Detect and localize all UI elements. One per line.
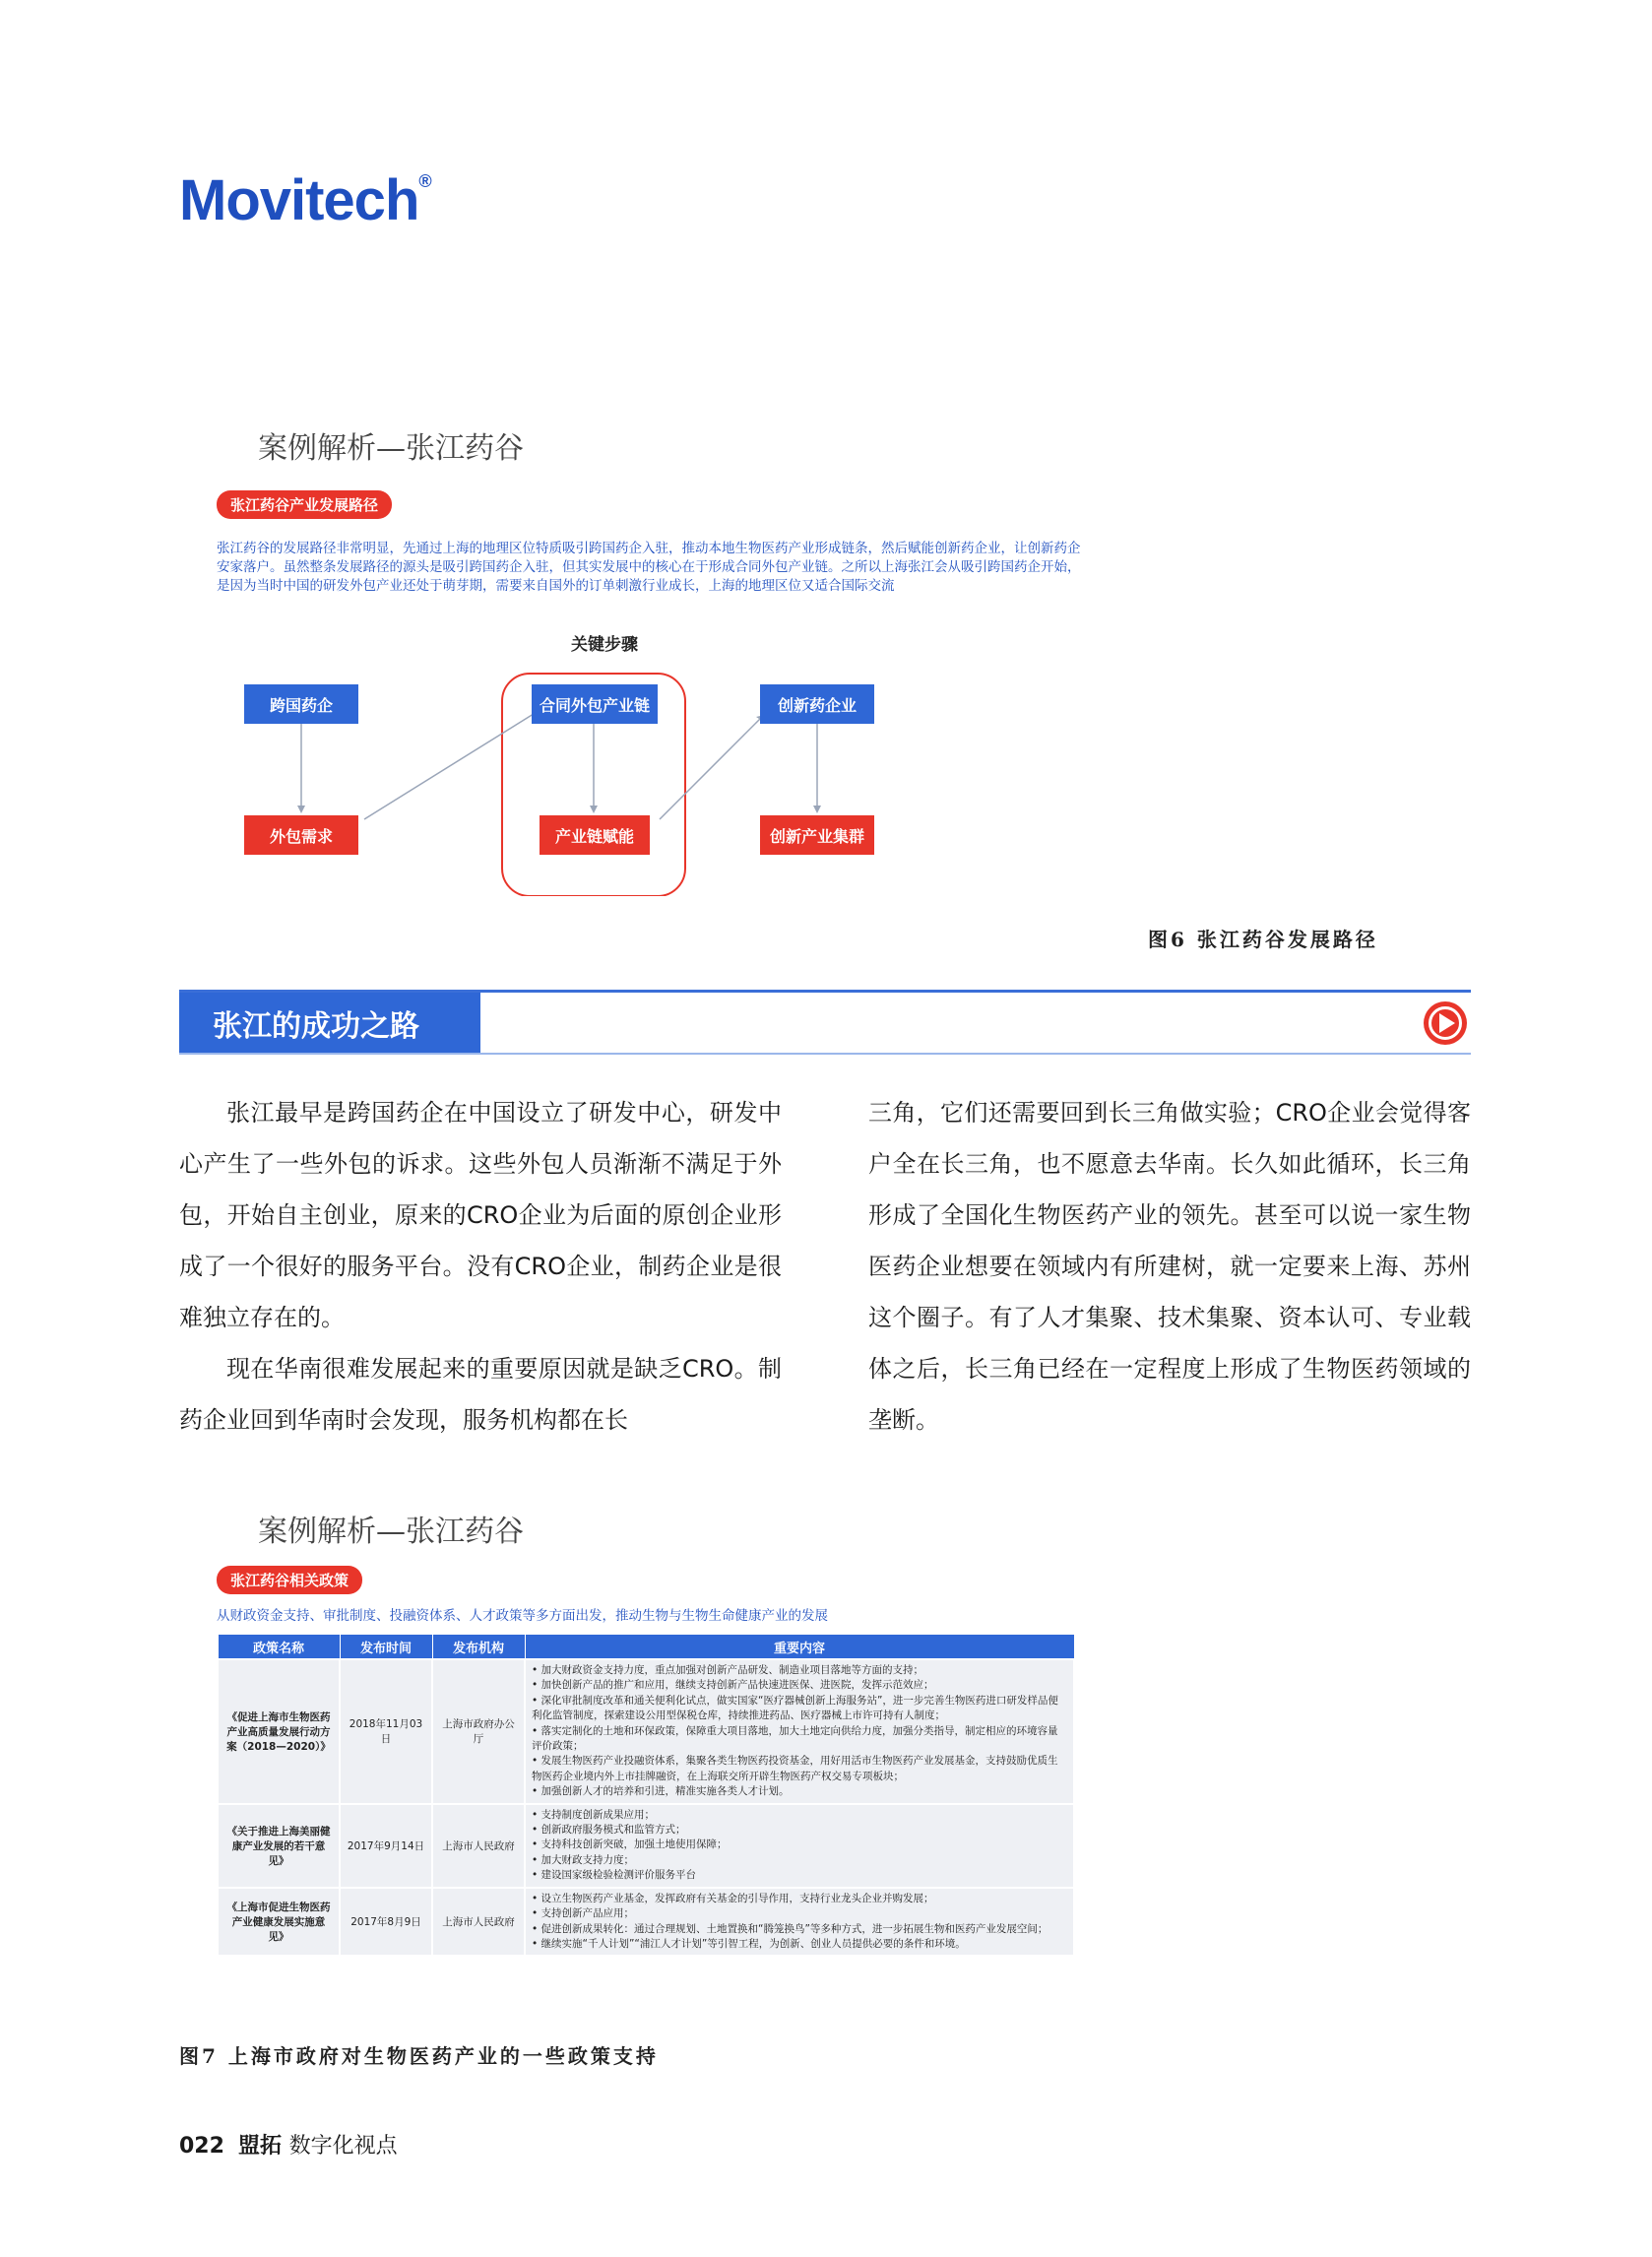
figure1-title: 案例解析—张江药谷: [258, 431, 524, 466]
box-chain-empowerment: 产业链赋能: [540, 815, 650, 855]
figure2-subtitle: 从财政资金支持、审批制度、投融资体系、人才政策等多方面出发，推动生物与生物生命健康产业的发展: [217, 1608, 828, 1624]
arrow-head: [590, 806, 598, 813]
footer-brand: 盟拓: [237, 2134, 282, 2159]
page-footer: [179, 2129, 398, 2160]
figure2-title: 案例解析—张江药谷: [258, 1515, 524, 1549]
header-content: 重要内容: [525, 1635, 1074, 1660]
arrow-head: [297, 806, 305, 813]
box-multinational-pharma: 跨国药企: [244, 684, 358, 724]
paragraph: 三角，它们还需要回到长三角做实验；CRO企业会觉得客户全在长三角，也不愿意去华南。长久如此循环，长三角形成了全国化生物医药产业的领先。甚至可以说一家生物医药企业想要在领域内有所建树，就一定要来上海、苏州这个圈子。有了人才集聚、技术集聚、资本认可、专业载体之后，长三角已经在一定程度上形成了生物医药领域的垄断。: [868, 1099, 1471, 1434]
paragraph: 张江最早是跨国药企在中国设立了研发中心，研发中心产生了一些外包的诉求。这些外包人员渐渐不满足于外包，开始自主创业，原来的CRO企业为后面的原创企业形成了一个很好的服务平台。没有CRO企业，制药企业是很难独立存在的。: [179, 1099, 782, 1331]
key-steps-label: 关键步骤: [571, 635, 638, 655]
body-left-column: [179, 1087, 782, 1446]
figure2-caption: 图7 上海市政府对生物医药产业的一些政策支持: [179, 2044, 659, 2068]
box-innovation-cluster: 创新产业集群: [760, 815, 874, 855]
box-outsourcing-demand: 外包需求: [244, 815, 358, 855]
paragraph: 现在华南很难发展起来的重要原因就是缺乏CRO。制药企业回到华南时会发现，服务机构都在长: [179, 1355, 782, 1434]
figure1-tag: 张江药谷产业发展路径: [217, 490, 392, 519]
arrow-line: [660, 719, 760, 819]
section-banner: [179, 990, 1471, 1055]
header-issuer: 发布机构: [432, 1635, 525, 1660]
body-right-column: [868, 1087, 1471, 1446]
figure1-caption: 图6 张江药谷发展路径: [1148, 928, 1378, 951]
arrow-head: [813, 806, 821, 813]
table-row: 《促进上海市生物医药产业高质量发展行动方案（2018—2020）》 2018年11月03日 上海市政府办公厅 • 加大财政资金支持力度，重点加强对创新产品研发、制造业项目落地等方面的支持； • 加快创新产品的推广和应用，继续支持创新产品快速进医保、进医院，发挥示范效应； • 深化审批制度改革和通关便利化试点，做实国家“医疗器械创新上海服务站”，进一步完善生物医药进口研发样品便利化监管制度，探索建设公用型保税仓库，持续推进药品、医疗器械上市许可持有人制度； • 落实定制化的土地和环保政策，保障重大项目落地，加大土地定向供给力度，加强分类指导，制定相应的环境容量评价政策； • 发展生物医药产业投融资体系，集聚各类生物医药投资基金，用好用活市生物医药产业发展基金，支持鼓励优质生物医药企业境内外上市挂牌融资，在上海联交所开辟生物医药产权交易专项板块； • 加强创新人才的培养和引进，精准实施各类人才计划。: [218, 1659, 1074, 1804]
box-innovative-pharma: 创新药企业: [760, 684, 874, 724]
page-number: 022: [179, 2134, 224, 2159]
figure1-description: 张江药谷的发展路径非常明显，先通过上海的地理区位特质吸引跨国药企入驻，推动本地生物医药产业形成链条，然后赋能创新药企业，让创新药企安家落户。虽然整条发展路径的源头是吸引跨国药企入驻，但其实发展中的核心在于形成合同外包产业链。之所以上海张江会从吸引跨国药企开始，是因为当时中国的研发外包产业还处于萌芽期，需要来自国外的订单刺激行业成长，上海的地理区位又适合国际交流: [217, 541, 1081, 594]
box-cro-chain: 合同外包产业链: [532, 684, 658, 724]
figure-policy-table: [217, 1507, 1083, 1957]
footer-tail: 数字化视点: [288, 2134, 398, 2159]
figure2-tag: 张江药谷相关政策: [217, 1566, 362, 1594]
logo-text: Movitech: [179, 168, 419, 232]
table-row: 《关于推进上海美丽健康产业发展的若干意见》 2017年9月14日 上海市人民政府 • 支持制度创新成果应用； • 创新政府服务模式和监管方式； • 支持科技创新突破，加强土地使用保障； • 加大财政支持力度； • 建设国家级检验检测评价服务平台: [218, 1804, 1074, 1888]
header-policy-name: 政策名称: [218, 1635, 340, 1660]
table-row: 《上海市促进生物医药产业健康发展实施意见》 2017年8月9日 上海市人民政府 • 设立生物医药产业基金，发挥政府有关基金的引导作用，支持行业龙头企业并购发展； • 支持创新产品应用； • 促进创新成果转化：通过合理规划、土地置换和“腾笼换鸟”等多种方式，进一步拓展生物和医药产业发展空间； • 继续实施“千人计划”“浦江人才计划”等引智工程，为创新、创业人员提供必要的条件和环境。: [218, 1888, 1074, 1957]
policy-table: [217, 1634, 1075, 1957]
movitech-logo: [179, 167, 431, 233]
figure-development-path: [217, 423, 1093, 896]
registered-mark: ®: [418, 171, 431, 191]
play-icon: [1424, 1001, 1467, 1045]
section-title: 张江的成功之路: [179, 993, 480, 1053]
header-date: 发布时间: [340, 1635, 432, 1660]
